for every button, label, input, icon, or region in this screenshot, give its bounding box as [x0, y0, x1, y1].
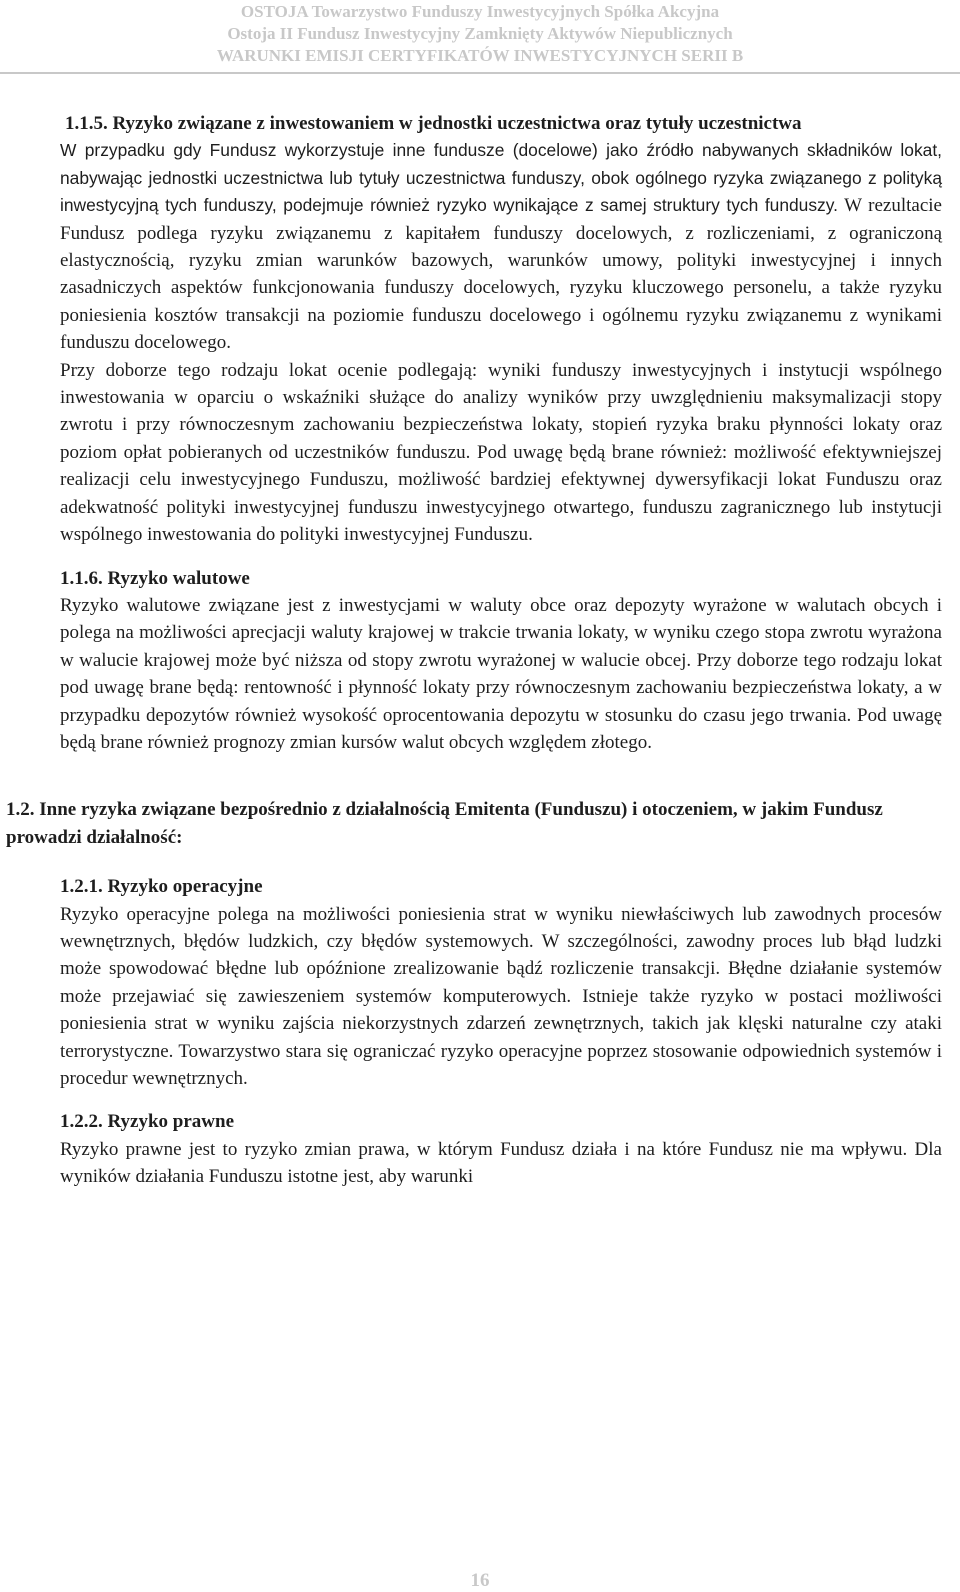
paragraph-1-1-5-b: Przy doborze tego rodzaju lokat ocenie podlegają: wyniki funduszy inwestycyjnych i instytucji wspólnego inwestowania w oparciu o wskaźniki służące do analizy wyników przy uwzględnieniu maksymalizacji stopy zwrotu i przy równoczesnym zachowaniu bezpieczeństwa lokaty, stopień ryzyka braku płynności lokaty oraz poziom opłat pobieranych od uczestników funduszu. Pod uwagę będą brane również: możliwość efektywniejszej realizacji celu inwestycyjnego Funduszu, możliwość bardziej efektywnej dywersyfikacji lokat Funduszu oraz adekwatność polityki inwestycyjnej funduszu inwestycyjnego otwartego, funduszu zagranicznego lub instytucji wspólnego inwestowania do polityki inwestycyjnej Funduszu.	[60, 359, 942, 546]
page-number: 16	[470, 1570, 490, 1591]
heading-1-2-2: 1.2.2. Ryzyko prawne	[60, 1111, 235, 1133]
header-document-title: WARUNKI EMISJI CERTYFIKATÓW INWESTYCYJNYCH SERII B	[216, 46, 744, 65]
header-rule	[0, 72, 960, 74]
paragraph-1-1-5-a-sans: W przypadku gdy Fundusz wykorzystuje inne fundusze (docelowe) jako źródło nabywanych składników lokat, nabywając jednostki uczestnictwa lub tytuły uczestnictwa funduszy, obok ogólnego ryzyka związanego z polityką inwestycyjną tych funduszy, podejmuje również ryzyko wynikające z samej struktury tych funduszy.	[60, 140, 942, 216]
document-body	[6, 110, 942, 1191]
header-company: OSTOJA Towarzystwo Funduszy Inwestycyjnych Spółka Akcyjna	[240, 2, 720, 21]
paragraph-1-2-2: Ryzyko prawne jest to ryzyko zmian prawa, w którym Fundusz działa i na które Fundusz nie ma wpływu. Dla wyników działania Funduszu istotne jest, aby warunki	[60, 1138, 942, 1188]
heading-1-1-5: 1.1.5. Ryzyko związane z inwestowaniem w jednostki uczestnictwa oraz tytuły uczestnictwa	[65, 113, 802, 134]
running-header	[0, 0, 960, 75]
paragraph-1-2-1: Ryzyko operacyjne polega na możliwości poniesienia strat w wyniku niewłaściwych lub zawodnych procesów wewnętrznych, błędów ludzkich, czy błędów systemowych. W szczególności, zawodny proces lub błąd ludzki może spowodować błędne lub opóźnione zrealizowanie bądź rozliczenie transakcji. Błędne działanie systemów może przejawiać się zawieszeniem systemów komputerowych. Istnieje także ryzyko w postaci możliwości poniesienia strat w wyniku zajścia niekorzystnych zdarzeń zewnętrznych, takich jak klęski naturalne czy ataki terrorystyczne. Towarzystwo stara się ograniczać ryzyko operacyjne poprzez stosowanie odpowiednich systemów i procedur wewnętrznych.	[60, 903, 942, 1089]
heading-1-1-6: 1.1.6. Ryzyko walutowe	[60, 567, 250, 589]
paragraph-1-1-6: Ryzyko walutowe związane jest z inwestycjami w waluty obce oraz depozyty wyrażone w walutach obcych i polega na możliwości aprecjacji waluty krajowej w trakcie trwania lokaty, w wyniku czego stopa zwrotu wyrażona w walucie krajowej może być niższa od stopy zwrotu wyrażonej w walucie obcej. Przy doborze tego rodzaju lokat pod uwagę brane będą: rentowność i płynność lokaty przy równoczesnym zachowaniu bezpieczeństwa lokaty, a w przypadku depozytów również wysokość oprocentowania depozytu w stosunku do czasu jego trwania. Pod uwagę będą brane również prognozy zmian kursów walut obcych względem złotego.	[60, 594, 942, 753]
paragraph-1-1-5-a	[60, 137, 942, 356]
paragraph-1-1-5-a-serif: W rezultacie Fundusz podlega ryzyku związanemu z kapitałem funduszy docelowych, z rozliczeniami, z ograniczoną elastycznością, ryzyku zmian warunków bazowych, warunków umowy, polityki inwestycyjnej i innych zasadniczych aspektów funkcjonowania funduszy docelowych, ryzyku kluczowego personelu, a także ryzyku poniesienia kosztów transakcji na poziomie funduszu docelowego i ogólnemu ryzyku związanemu z wynikami funduszu docelowego.	[60, 195, 942, 354]
heading-1-2: 1.2. Inne ryzyka związane bezpośrednio z działalnością Emitenta (Funduszu) i otoczeniem, w jakim Fundusz prowadzi działalność:	[6, 799, 883, 848]
header-fund: Ostoja II Fundusz Inwestycyjny Zamknięty Aktywów Niepublicznych	[227, 24, 733, 43]
heading-1-2-1: 1.2.1. Ryzyko operacyjne	[60, 876, 263, 898]
